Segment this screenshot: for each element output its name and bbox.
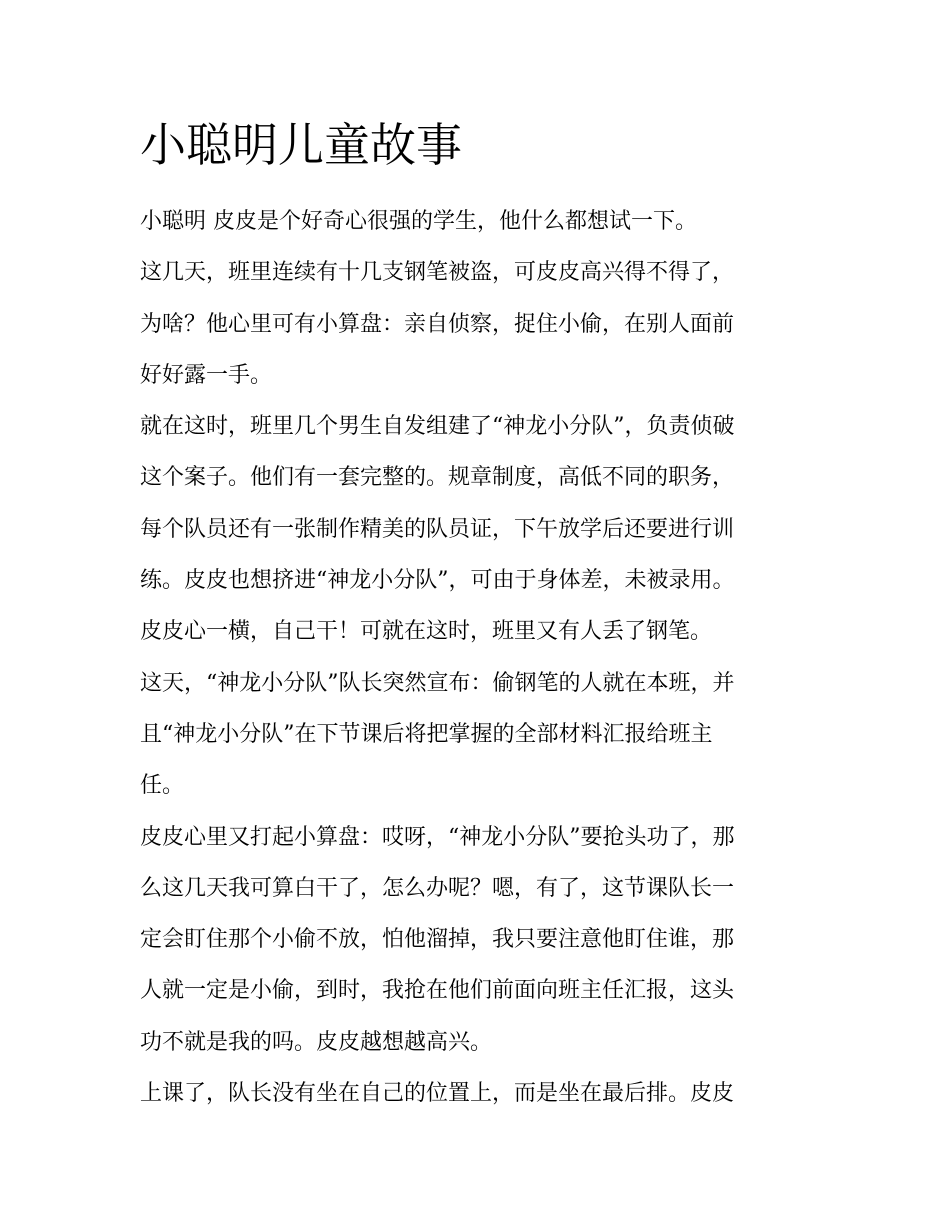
text-line: 小聪明 皮皮是个好奇心很强的学生，他什么都想试一下。 — [140, 209, 697, 234]
document-title: 小聪明儿童故事 — [140, 118, 462, 172]
text-line: 每个队员还有一张制作精美的队员证，下午放学后还要进行训 — [140, 516, 735, 542]
text-line: 这个案子。他们有一套完整的。规章制度，高低不同的职务， — [140, 465, 735, 491]
text-line: 功不就是我的吗。皮皮越想越高兴。 — [140, 1029, 493, 1055]
text-line: 么这几天我可算白干了，怎么办呢？嗯，有了，这节课队长一 — [140, 875, 735, 901]
document-body — [140, 196, 820, 1119]
text-line: 任。 — [140, 773, 185, 799]
text-line: 人就一定是小偷，到时，我抢在他们前面向班主任汇报，这头 — [140, 978, 735, 1004]
text-line: 这几天，班里连续有十几支钢笔被盗，可皮皮高兴得不得了， — [140, 260, 735, 286]
text-line: 就在这时，班里几个男生自发组建了“神龙小分队”，负责侦破 — [140, 414, 735, 440]
text-line: 定会盯住那个小偷不放，怕他溜掉，我只要注意他盯住谁，那 — [140, 927, 735, 953]
text-line: 皮皮心一横，自己干！可就在这时，班里又有人丢了钢笔。 — [140, 619, 713, 645]
text-line: 练。皮皮也想挤进“神龙小分队”，可由于身体差，未被录用。 — [140, 568, 735, 594]
text-line: 好好露一手。 — [140, 362, 273, 388]
text-line: 皮皮心里又打起小算盘：哎呀，“神龙小分队”要抢头功了，那 — [140, 824, 735, 850]
text-line: 这天，“神龙小分队”队长突然宣布：偷钢笔的人就在本班，并 — [140, 670, 735, 696]
text-line: 上课了，队长没有坐在自己的位置上，而是坐在最后排。皮皮 — [140, 1081, 735, 1107]
text-line: 且“神龙小分队”在下节课后将把掌握的全部材料汇报给班主 — [140, 721, 713, 747]
text-line: 为啥？他心里可有小算盘：亲自侦察，捉住小偷，在别人面前 — [140, 311, 735, 337]
